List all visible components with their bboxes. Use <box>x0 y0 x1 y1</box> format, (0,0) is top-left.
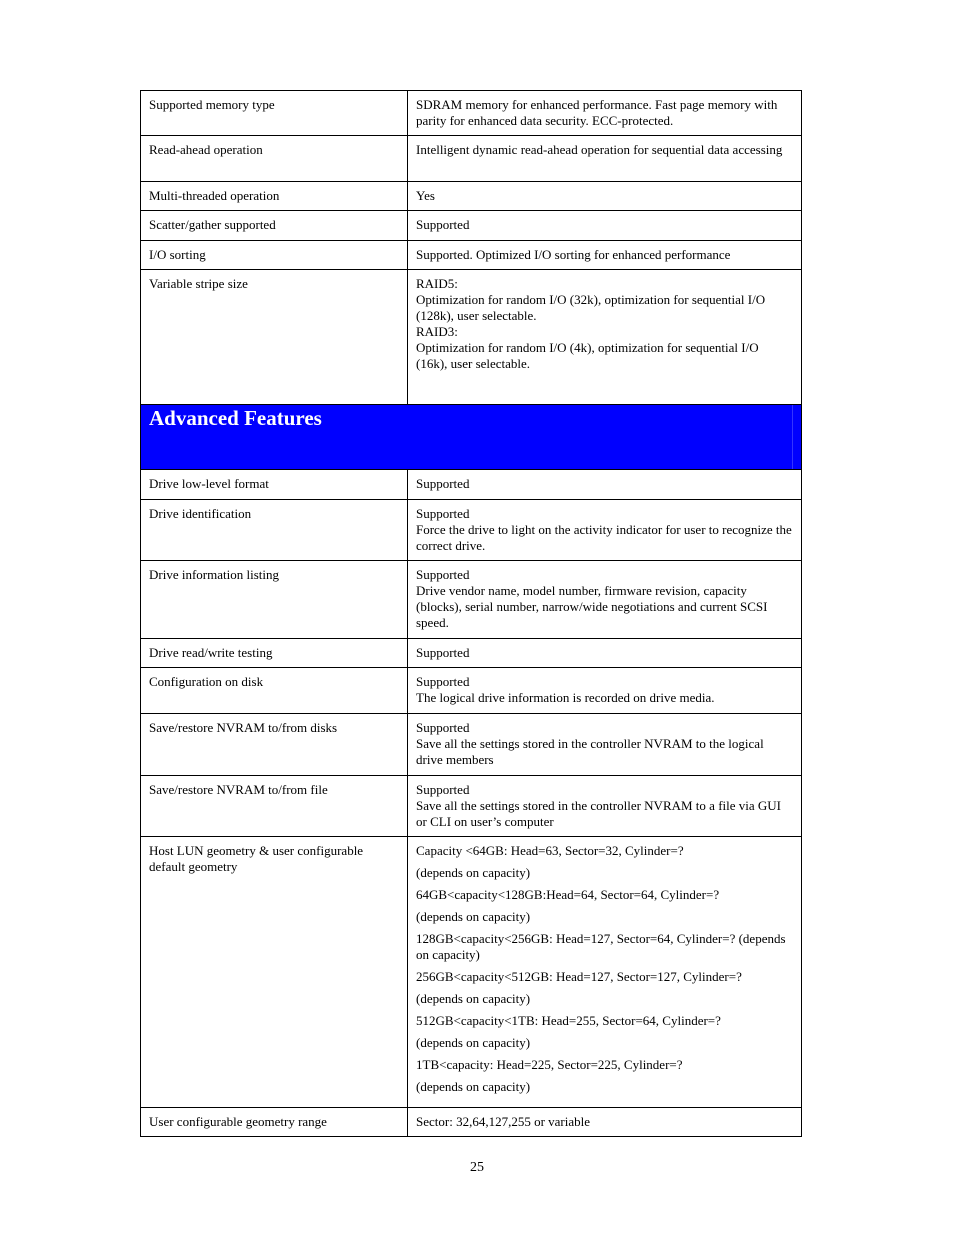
feature-name: Drive read/write testing <box>141 639 408 668</box>
table-row <box>141 270 802 405</box>
feature-name: Drive identification <box>141 500 408 561</box>
feature-value-line: Supported <box>416 782 470 797</box>
features-table-body <box>141 91 802 1137</box>
feature-value-line: Capacity <64GB: Head=63, Sector=32, Cylinder=? <box>416 843 684 858</box>
feature-value <box>408 714 802 776</box>
feature-value-line: Yes <box>416 188 435 203</box>
features-table <box>140 90 802 1137</box>
feature-value-line: Save all the settings stored in the controller NVRAM to the logical drive members <box>416 736 767 767</box>
feature-name: Scatter/gather supported <box>141 211 408 241</box>
table-row <box>141 500 802 561</box>
table-row <box>141 837 802 1108</box>
feature-value-line: (depends on capacity) <box>416 909 531 924</box>
feature-value <box>408 776 802 837</box>
feature-value <box>408 639 802 668</box>
feature-value-line: Supported <box>416 476 470 491</box>
feature-value-line: Supported <box>416 645 470 660</box>
feature-value-line: 128GB<capacity<256GB: Head=127, Sector=64, Cylinder=? (depends on capacity) <box>416 931 789 962</box>
table-row <box>141 639 802 668</box>
feature-name: Drive information listing <box>141 561 408 639</box>
feature-name: Save/restore NVRAM to/from disks <box>141 714 408 776</box>
feature-value <box>408 668 802 714</box>
table-row <box>141 136 802 182</box>
feature-name: Read-ahead operation <box>141 136 408 182</box>
page-number: 25 <box>470 1160 484 1175</box>
feature-value <box>408 1108 802 1137</box>
table-row <box>141 668 802 714</box>
feature-value <box>408 470 802 500</box>
feature-value-line: Optimization for random I/O (4k), optimization for sequential I/O (16k), user selectable. <box>416 340 762 371</box>
feature-value <box>408 500 802 561</box>
feature-value-line: 256GB<capacity<512GB: Head=127, Sector=127, Cylinder=? <box>416 969 742 984</box>
feature-value-line: Sector: 32,64,127,255 or variable <box>416 1114 591 1129</box>
feature-value-line: Force the drive to light on the activity indicator for user to recognize the correct drive. <box>416 522 796 553</box>
feature-name: Configuration on disk <box>141 668 408 714</box>
feature-value <box>408 241 802 270</box>
feature-value <box>408 91 802 136</box>
table-row <box>141 561 802 639</box>
feature-value-line: The logical drive information is recorded on drive media. <box>416 690 715 705</box>
feature-value-line: Intelligent dynamic read-ahead operation for sequential data accessing <box>416 142 783 157</box>
feature-value-line: (depends on capacity) <box>416 1079 531 1094</box>
feature-value-line: 64GB<capacity<128GB:Head=64, Sector=64, Cylinder=? <box>416 887 720 902</box>
feature-value-line: (depends on capacity) <box>416 991 531 1006</box>
feature-value-line: Supported <box>416 217 470 232</box>
table-row <box>141 1108 802 1137</box>
table-row <box>141 211 802 241</box>
feature-value-line: Supported <box>416 567 470 582</box>
feature-value-line: Save all the settings stored in the controller NVRAM to a file via GUI or CLI on user’s computer <box>416 798 785 829</box>
feature-name: Drive low-level format <box>141 470 408 500</box>
feature-name: User configurable geometry range <box>141 1108 408 1137</box>
feature-value-line: Supported <box>416 506 470 521</box>
feature-value-line: 512GB<capacity<1TB: Head=255, Sector=64, Cylinder=? <box>416 1013 721 1028</box>
feature-value-line: SDRAM memory for enhanced performance. Fast page memory with parity for enhanced data security. ECC-protected. <box>416 97 781 128</box>
section-header-cell <box>141 405 802 470</box>
section-header-row <box>141 405 802 470</box>
table-row <box>141 241 802 270</box>
feature-value <box>408 211 802 241</box>
feature-value <box>408 136 802 182</box>
feature-value-line: Optimization for random I/O (32k), optimization for sequential I/O (128k), user selectable. <box>416 292 769 323</box>
feature-value-line: Supported. Optimized I/O sorting for enhanced performance <box>416 247 731 262</box>
feature-value-line: 1TB<capacity: Head=225, Sector=225, Cylinder=? <box>416 1057 683 1072</box>
feature-value-line: RAID5: <box>416 276 458 291</box>
feature-name: Variable stripe size <box>141 270 408 405</box>
feature-value <box>408 837 802 1108</box>
feature-name: Save/restore NVRAM to/from file <box>141 776 408 837</box>
feature-value-line: Supported <box>416 720 470 735</box>
table-row <box>141 470 802 500</box>
feature-value <box>408 182 802 211</box>
table-row <box>141 182 802 211</box>
feature-name: Supported memory type <box>141 91 408 136</box>
feature-value <box>408 270 802 405</box>
feature-value-line: (depends on capacity) <box>416 1035 531 1050</box>
feature-value <box>408 561 802 639</box>
feature-value-line: RAID3: <box>416 324 458 339</box>
feature-value-line: (depends on capacity) <box>416 865 531 880</box>
section-title: Advanced Features <box>149 406 322 430</box>
feature-name: I/O sorting <box>141 241 408 270</box>
section-header-box <box>141 405 793 469</box>
table-row <box>141 91 802 136</box>
table-row <box>141 776 802 837</box>
feature-name: Multi-threaded operation <box>141 182 408 211</box>
feature-value-line: Drive vendor name, model number, firmware revision, capacity (blocks), serial number, narrow/wide negotiations and current SCSI speed. <box>416 583 771 630</box>
table-row <box>141 714 802 776</box>
spec-page <box>140 90 800 1137</box>
feature-name: Host LUN geometry & user configurable default geometry <box>141 837 408 1108</box>
feature-value-line: Supported <box>416 674 470 689</box>
